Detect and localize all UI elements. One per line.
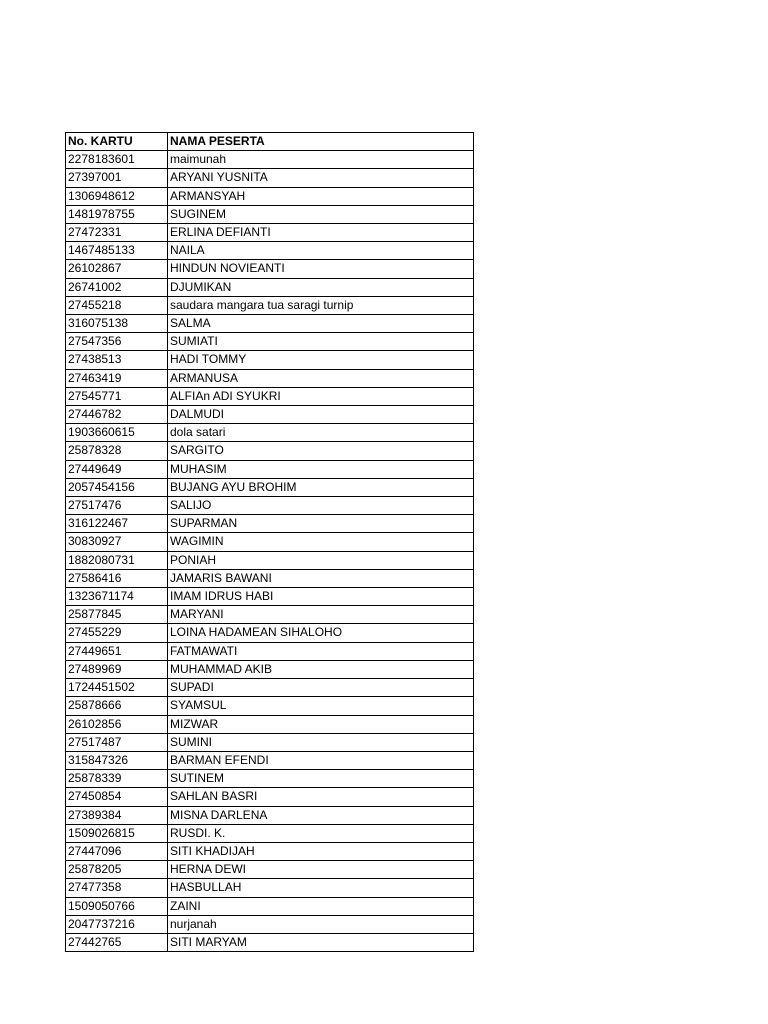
table-row — [66, 187, 474, 205]
table-row — [66, 733, 474, 751]
participant-table — [65, 132, 474, 952]
card-number-cell: 26102856 — [66, 715, 168, 733]
participant-name-cell: HERNA DEWI — [168, 861, 474, 879]
card-number-cell: 27455229 — [66, 624, 168, 642]
participant-name-cell: FATMAWATI — [168, 642, 474, 660]
participant-name-cell: ARMANUSA — [168, 369, 474, 387]
card-number-cell: 26102867 — [66, 260, 168, 278]
card-number-cell: 27489969 — [66, 660, 168, 678]
card-number-cell: 27517476 — [66, 497, 168, 515]
card-number-cell: 27517487 — [66, 733, 168, 751]
card-number-cell: 316075138 — [66, 315, 168, 333]
table-row — [66, 497, 474, 515]
card-number-cell: 26741002 — [66, 278, 168, 296]
participant-name-cell: ALFIAn ADI SYUKRI — [168, 387, 474, 405]
table-row — [66, 460, 474, 478]
card-number-cell: 1306948612 — [66, 187, 168, 205]
table-row — [66, 588, 474, 606]
card-number-cell: 27547356 — [66, 333, 168, 351]
table-row — [66, 697, 474, 715]
card-number-cell: 27446782 — [66, 406, 168, 424]
table-row — [66, 424, 474, 442]
participant-name-cell: ARYANI YUSNITA — [168, 169, 474, 187]
participant-name-cell: HINDUN NOVIEANTI — [168, 260, 474, 278]
card-number-cell: 27389384 — [66, 806, 168, 824]
participant-name-cell: ERLINA DEFIANTI — [168, 224, 474, 242]
card-number-cell: 1903660615 — [66, 424, 168, 442]
participant-name-cell: RUSDI. K. — [168, 824, 474, 842]
participant-name-cell: MUHAMMAD AKIB — [168, 660, 474, 678]
table-row — [66, 770, 474, 788]
participant-name-cell: nurjanah — [168, 915, 474, 933]
card-number-cell: 25878328 — [66, 442, 168, 460]
table-row — [66, 478, 474, 496]
table-row — [66, 715, 474, 733]
card-number-cell: 1509050766 — [66, 897, 168, 915]
table-row — [66, 333, 474, 351]
header-card-number: No. KARTU — [66, 133, 168, 151]
card-number-cell: 27438513 — [66, 351, 168, 369]
participant-name-cell: SUTINEM — [168, 770, 474, 788]
participant-name-cell: SALMA — [168, 315, 474, 333]
card-number-cell: 1882080731 — [66, 551, 168, 569]
participant-name-cell: BUJANG AYU BROHIM — [168, 478, 474, 496]
card-number-cell: 27586416 — [66, 569, 168, 587]
card-number-cell: 27455218 — [66, 296, 168, 314]
card-number-cell: 315847326 — [66, 751, 168, 769]
card-number-cell: 27450854 — [66, 788, 168, 806]
card-number-cell: 25878666 — [66, 697, 168, 715]
table-row — [66, 296, 474, 314]
table-row — [66, 751, 474, 769]
participant-name-cell: SAHLAN BASRI — [168, 788, 474, 806]
participant-name-cell: dola satari — [168, 424, 474, 442]
table-row — [66, 806, 474, 824]
table-row — [66, 606, 474, 624]
table-header-row — [66, 133, 474, 151]
card-number-cell: 316122467 — [66, 515, 168, 533]
table-row — [66, 642, 474, 660]
table-row — [66, 679, 474, 697]
card-number-cell: 1509026815 — [66, 824, 168, 842]
table-row — [66, 315, 474, 333]
card-number-cell: 1481978755 — [66, 205, 168, 223]
card-number-cell: 27447096 — [66, 842, 168, 860]
table-row — [66, 660, 474, 678]
participant-name-cell: DALMUDI — [168, 406, 474, 424]
participant-name-cell: SUMINI — [168, 733, 474, 751]
card-number-cell: 1323671174 — [66, 588, 168, 606]
card-number-cell: 25878339 — [66, 770, 168, 788]
table-row — [66, 897, 474, 915]
participant-name-cell: MIZWAR — [168, 715, 474, 733]
table-row — [66, 915, 474, 933]
participant-name-cell: SITI MARYAM — [168, 933, 474, 951]
table-row — [66, 224, 474, 242]
participant-name-cell: LOINA HADAMEAN SIHALOHO — [168, 624, 474, 642]
card-number-cell: 27449649 — [66, 460, 168, 478]
table-row — [66, 933, 474, 951]
card-number-cell: 27463419 — [66, 369, 168, 387]
participant-name-cell: HADI TOMMY — [168, 351, 474, 369]
table-row — [66, 442, 474, 460]
card-number-cell: 2278183601 — [66, 151, 168, 169]
table-row — [66, 205, 474, 223]
card-number-cell: 27449651 — [66, 642, 168, 660]
table-row — [66, 861, 474, 879]
participant-name-cell: ZAINI — [168, 897, 474, 915]
table-row — [66, 278, 474, 296]
participant-name-cell: ARMANSYAH — [168, 187, 474, 205]
table-row — [66, 788, 474, 806]
participant-name-cell: MUHASIM — [168, 460, 474, 478]
table-row — [66, 169, 474, 187]
card-number-cell: 27477358 — [66, 879, 168, 897]
table-row — [66, 351, 474, 369]
table-row — [66, 824, 474, 842]
table-row — [66, 533, 474, 551]
table-row — [66, 369, 474, 387]
table-row — [66, 260, 474, 278]
table-body — [66, 151, 474, 952]
participant-name-cell: DJUMIKAN — [168, 278, 474, 296]
header-participant-name: NAMA PESERTA — [168, 133, 474, 151]
table-row — [66, 624, 474, 642]
table-row — [66, 879, 474, 897]
table-row — [66, 387, 474, 405]
participant-name-cell: MARYANI — [168, 606, 474, 624]
participant-name-cell: SUPADI — [168, 679, 474, 697]
participant-name-cell: PONIAH — [168, 551, 474, 569]
card-number-cell: 2047737216 — [66, 915, 168, 933]
card-number-cell: 25877845 — [66, 606, 168, 624]
table-row — [66, 406, 474, 424]
card-number-cell: 30830927 — [66, 533, 168, 551]
participant-name-cell: WAGIMIN — [168, 533, 474, 551]
table-row — [66, 151, 474, 169]
participant-name-cell: NAILA — [168, 242, 474, 260]
participant-name-cell: maimunah — [168, 151, 474, 169]
participant-name-cell: IMAM IDRUS HABI — [168, 588, 474, 606]
participant-name-cell: MISNA DARLENA — [168, 806, 474, 824]
card-number-cell: 25878205 — [66, 861, 168, 879]
table-row — [66, 551, 474, 569]
card-number-cell: 1467485133 — [66, 242, 168, 260]
participant-name-cell: HASBULLAH — [168, 879, 474, 897]
card-number-cell: 27442765 — [66, 933, 168, 951]
participant-name-cell: BARMAN EFENDI — [168, 751, 474, 769]
participant-name-cell: SUGINEM — [168, 205, 474, 223]
card-number-cell: 1724451502 — [66, 679, 168, 697]
participant-name-cell: SUMIATI — [168, 333, 474, 351]
participant-name-cell: SUPARMAN — [168, 515, 474, 533]
card-number-cell: 2057454156 — [66, 478, 168, 496]
participant-name-cell: JAMARIS BAWANI — [168, 569, 474, 587]
participant-name-cell: SALIJO — [168, 497, 474, 515]
table-row — [66, 515, 474, 533]
participant-name-cell: SARGITO — [168, 442, 474, 460]
table-row — [66, 242, 474, 260]
participant-name-cell: SYAMSUL — [168, 697, 474, 715]
card-number-cell: 27545771 — [66, 387, 168, 405]
card-number-cell: 27397001 — [66, 169, 168, 187]
participant-name-cell: SITI KHADIJAH — [168, 842, 474, 860]
participant-name-cell: saudara mangara tua saragi turnip — [168, 296, 474, 314]
table-row — [66, 842, 474, 860]
card-number-cell: 27472331 — [66, 224, 168, 242]
table-row — [66, 569, 474, 587]
